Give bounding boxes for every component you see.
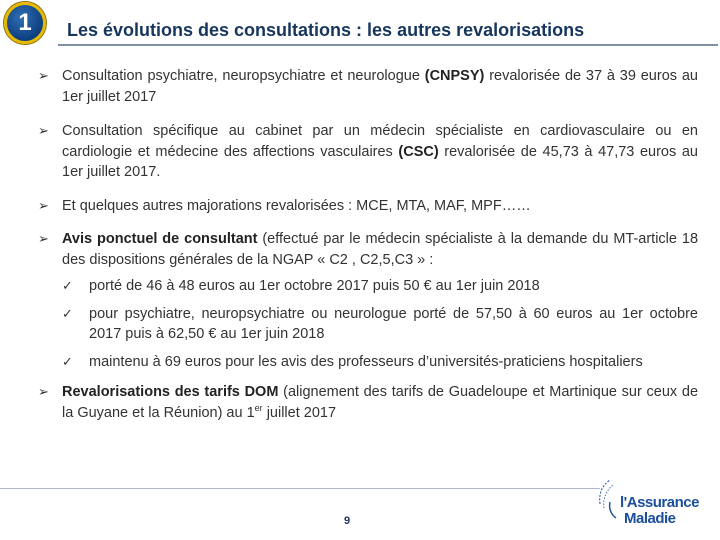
bullet-cnpsy [38,66,698,107]
bullet-text: Consultation psychiatre, neuropsychiatre et neurologue [62,68,425,84]
badge-number: 1 [18,9,32,36]
bullet-majorations [38,196,698,217]
bullet-text: Consultation spécifique au cabinet par un médecin spécialiste en cardiovasculaire ou en cardiologie et médecine des affections vasculaires [62,123,698,160]
checkmark-icon: ✓ [62,305,73,321]
slide-number-badge [4,2,46,44]
arrowhead-icon: ➢ [38,197,49,213]
bullet-strong: (CSC) [398,143,439,160]
bullet-strong: (CNPSY) [424,68,485,84]
bullet-text: (alignement des tarifs de Guadeloupe et Martinique sur ceux de la Guyane et la Réunion) au 1 [62,384,699,421]
bullet-text: juillet 2017 [262,404,337,421]
assurance-maladie-logo [596,468,714,532]
footer-divider [0,488,600,489]
checkmark-icon: ✓ [62,278,73,293]
arrowhead-icon: ➢ [38,231,49,246]
bullet-dom [38,382,698,423]
bullet-text: (effectué par le médecin spécialiste à la demande du MT-article 18 des dispositions générales de la NGAP « C2 , C2,5,C3 » : [62,231,699,268]
bullet-strong: Avis ponctuel de consultant [62,231,258,247]
sub-item-text: pour psychiatre, neuropsychiatre ou neurologue porté de 57,50 à 60 euros au 1er octobre 2017 puis à 62,50 € au 1er juin 2018 [89,305,698,342]
bullet-csc [38,121,698,183]
bullet-avis-ponctuel [38,229,698,372]
logo-line1: l'Assurance [620,494,699,511]
ordinal-superscript: er [254,402,263,413]
title-divider [58,44,718,46]
sub-item-text: maintenu à 69 euros pour les avis des professeurs d’universités-praticiens hospitaliers [89,353,643,370]
bullet-text: revalorisée de 45,73 à 47,73 euros au 1er juillet 2017. [62,143,698,180]
logo-line2: Maladie [624,510,676,527]
page-number: 9 [344,515,351,527]
arrowhead-icon: ➢ [38,384,49,399]
checkmark-icon: ✓ [62,353,73,369]
bullet-strong: Revalorisations des tarifs DOM [62,384,279,400]
bullet-text: revalorisée de 37 à 39 euros au 1er juillet 2017 [62,68,698,105]
arrowhead-icon: ➢ [38,68,49,83]
slide-title: Les évolutions des consultations : les autres revalorisations [67,20,585,40]
sub-list [62,276,698,372]
bullet-text: Et quelques autres majorations revalorisées : MCE, MTA, MAF, MPF…… [62,197,531,214]
sub-item [62,276,698,297]
slide-content [38,66,698,423]
sub-item-text: porté de 46 à 48 euros au 1er octobre 2017 puis 50 € au 1er juin 2018 [89,278,540,294]
sub-item [62,304,698,345]
arrowhead-icon: ➢ [38,123,49,138]
sub-item [62,352,698,373]
